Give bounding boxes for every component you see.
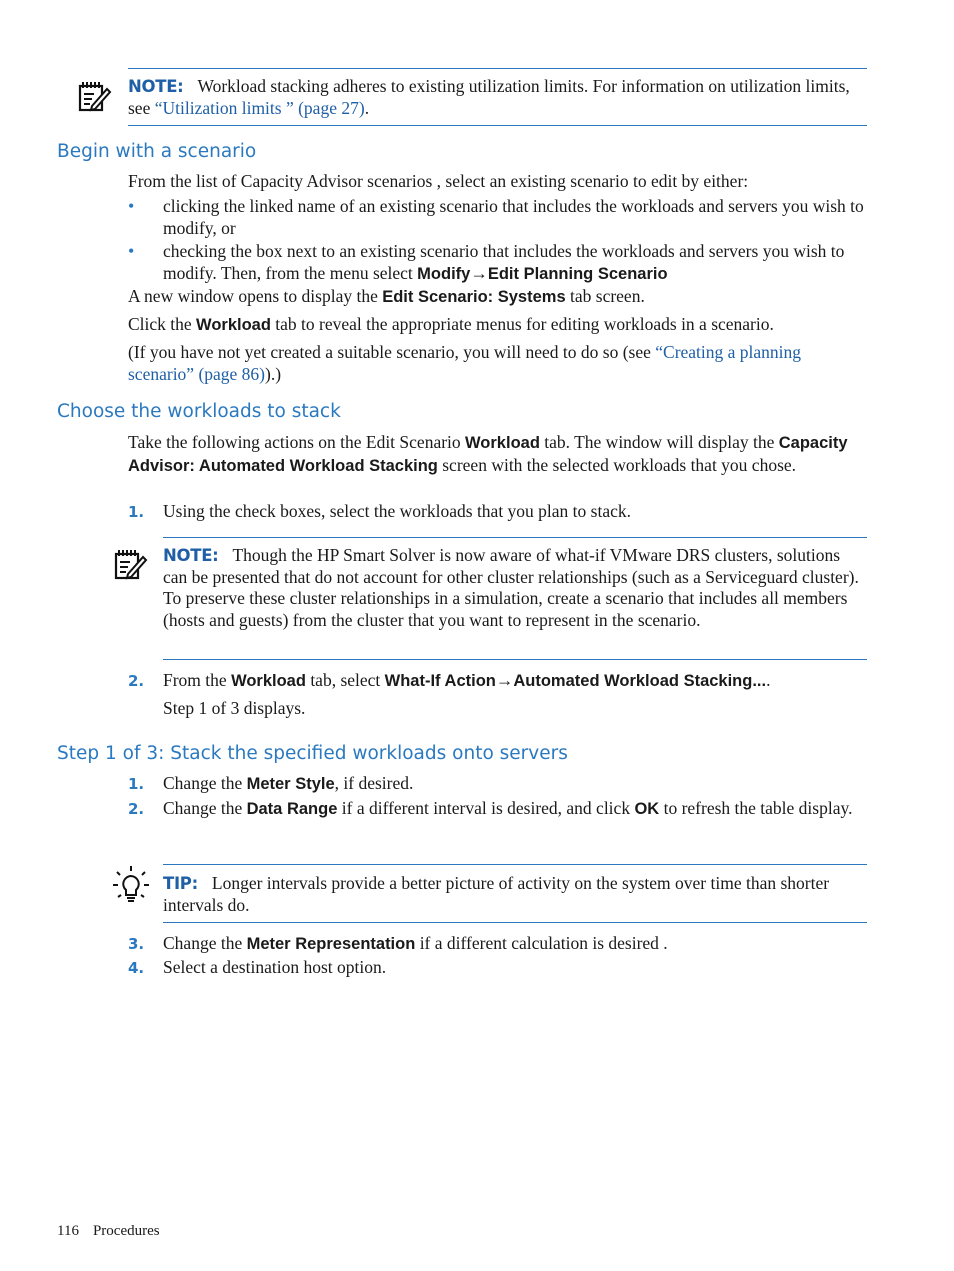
note-icon: [78, 80, 112, 112]
section1-para-2: Click the Workload tab to reveal the appropriate menus for editing workloads in a scenario.: [128, 314, 774, 334]
step-1-text: Using the check boxes, select the workloads that you plan to stack.: [163, 501, 632, 521]
tip-box: [163, 864, 867, 923]
bullet-icon: •: [128, 196, 135, 216]
section2-intro: Take the following actions on the Edit Scenario Workload tab. The window will display the Capacity Advisor: Automated Workload Stacking screen with the selected workloads that you chose.: [128, 432, 848, 475]
step-number: 2.: [128, 672, 145, 690]
step-2-text: From the Workload tab, select What-If Action→Automated Workload Stacking....: [163, 670, 771, 690]
page-number: 116: [57, 1223, 79, 1239]
note-box-1: NOTE: Workload stacking adheres to existing utilization limits. For information on utilization limits, see “Utilization limits ” (page 27).: [128, 68, 867, 126]
step3-3-text: Change the Meter Representation if a different calculation is desired .: [163, 933, 668, 953]
step-number: 1.: [128, 775, 145, 793]
footer-title: Procedures: [92, 1223, 160, 1239]
bullet-item-2: checking the box next to an existing scenario that includes the workloads and servers you wish to modify. Then, from the menu select Modify→Edit Planning Scenario: [163, 241, 845, 283]
section1-para-3: (If you have not yet created a suitable scenario, you will need to do so (see “Creating a planning scenario” (page 86)).): [128, 342, 802, 384]
section-heading-choose: Choose the workloads to stack: [57, 401, 341, 422]
step3-1-text: Change the Meter Style, if desired.: [163, 773, 414, 793]
utilization-limits-link[interactable]: “Utilization limits ” (page 27): [154, 97, 365, 118]
step-number: 2.: [128, 800, 145, 818]
section-heading-step1: Step 1 of 3: Stack the specified workloads onto servers: [57, 743, 568, 764]
step-number: 4.: [128, 959, 145, 977]
note-label: NOTE:: [128, 77, 184, 96]
note-text: Though the HP Smart Solver is now aware of what-if VMware DRS clusters, solutions can be presented that do not account for other cluster relationships (such as a Serviceguard cluster). To preserve these cluster relationships in a simulation, create a scenario that includes all members (hosts and guests) from the cluster that you want to represent in the scenario.: [163, 545, 859, 630]
step-2-subtext: Step 1 of 3 displays.: [163, 698, 306, 718]
creating-scenario-link[interactable]: “Creating a planning scenario” (page 86): [128, 342, 802, 384]
step3-4-text: Select a destination host option.: [163, 957, 387, 977]
section1-intro: From the list of Capacity Advisor scenarios , select an existing scenario to edit by either:: [128, 171, 749, 191]
step-number: 1.: [128, 503, 145, 521]
step-number: 3.: [128, 935, 145, 953]
tip-text: Longer intervals provide a better picture of activity on the system over time than shorter intervals do.: [163, 873, 830, 915]
lightbulb-icon: [112, 865, 150, 905]
note-label: NOTE:: [163, 546, 219, 565]
note-text: Workload stacking adheres to existing utilization limits. For information on utilization limits, see: [128, 76, 850, 118]
bullet-item-1: clicking the linked name of an existing scenario that includes the workloads and servers you wish to modify, or: [163, 196, 864, 238]
step3-2-text: Change the Data Range if a different interval is desired, and click OK to refresh the table display.: [163, 798, 853, 818]
section-heading-begin: Begin with a scenario: [57, 141, 257, 162]
bullet-icon: •: [128, 241, 135, 261]
section1-para-1: A new window opens to display the Edit Scenario: Systems tab screen.: [128, 286, 645, 306]
note-icon: [114, 548, 148, 580]
page-footer: [57, 1221, 160, 1243]
note-box-2: [163, 537, 867, 660]
tip-label: TIP:: [163, 874, 198, 893]
